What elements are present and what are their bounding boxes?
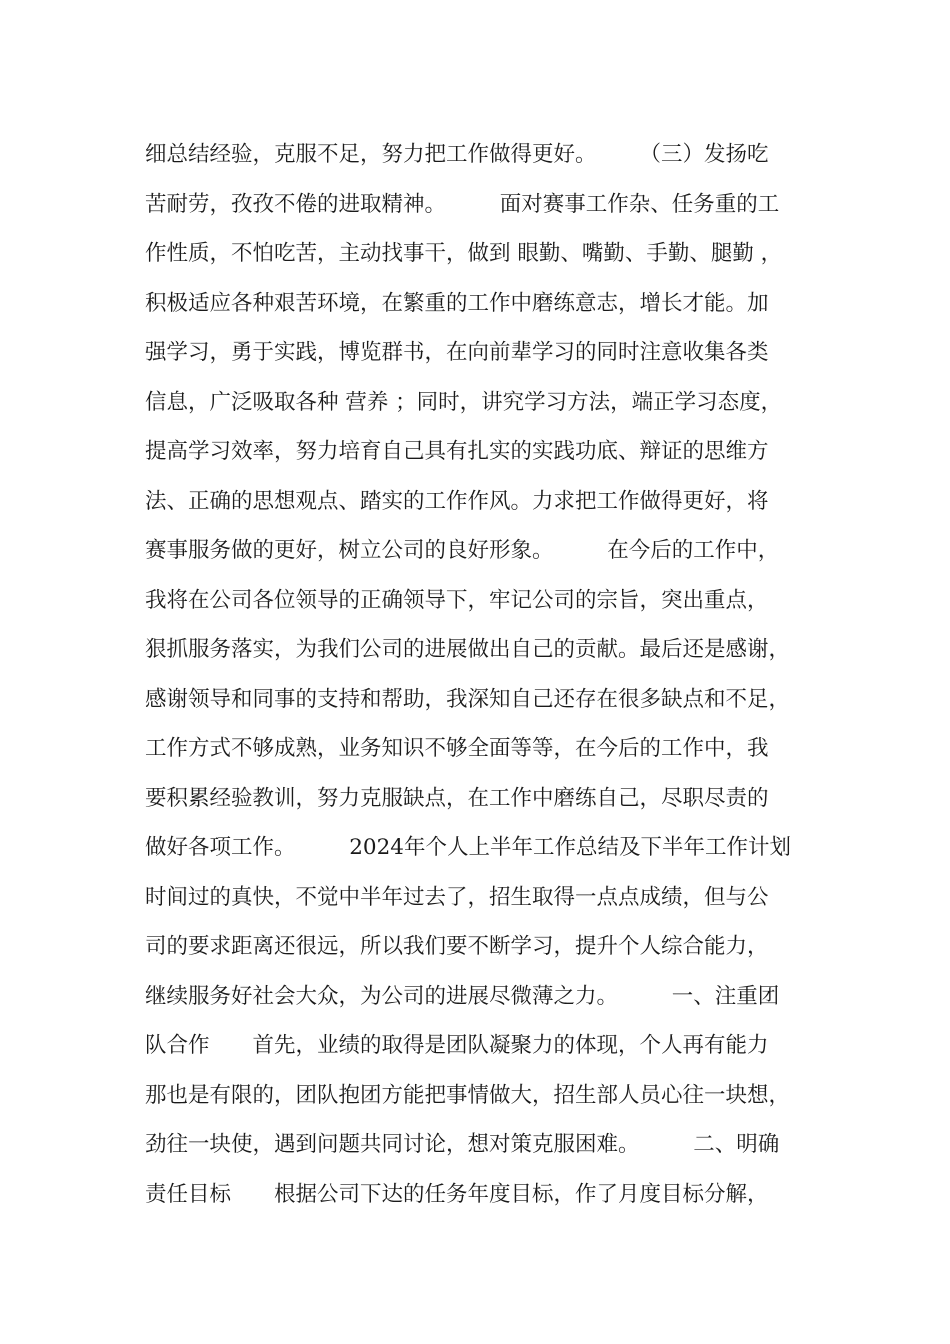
text-line: 时间过的真快，不觉中半年过去了，招生取得一点点成绩，但与公 [145, 884, 769, 910]
text-line: 我将在公司各位领导的正确领导下，牢记公司的宗旨，突出重点， [145, 587, 769, 613]
text-line: 劲往一块使，遇到问题共同讨论，想对策克服困难。 二、明确 [145, 1132, 780, 1157]
text-line: 队合作 首先，业绩的取得是团队凝聚力的体现，个人再有能力 [145, 1033, 769, 1058]
text-line: 提高学习效率，努力培育自己具有扎实的实践功底、辩证的思维方 [145, 439, 769, 464]
text-line: 赛事服务做的更好，树立公司的良好形象。 在今后的工作中， [145, 538, 780, 563]
text-line: 感谢领导和同事的支持和帮助，我深知自己还存在很多缺点和不足， [145, 686, 791, 712]
text-line: 工作方式不够成熟，业务知识不够全面等等，在今后的工作中，我 [145, 736, 769, 761]
text-line: 责任目标 根据公司下达的任务年度目标，作了月度目标分解， [145, 1181, 769, 1207]
text-line: 作性质，不怕吃苦，主动找事干，做到 眼勤、嘴勤、手勤、腿勤 ， [145, 241, 783, 266]
text-line: 那也是有限的，团队抱团方能把事情做大，招生部人员心往一块想， [145, 1082, 791, 1108]
text-line: 法、正确的思想观点、踏实的工作作风。力求把工作做得更好，将 [145, 488, 769, 514]
text-line: 司的要求距离还很远，所以我们要不断学习，提升个人综合能力， [145, 934, 769, 959]
text-line: 积极适应各种艰苦环境，在繁重的工作中磨练意志，增长才能。加 [145, 290, 769, 316]
text-line: 苦耐劳，孜孜不倦的进取精神。 面对赛事工作杂、任务重的工 [145, 191, 780, 217]
text-line: 继续服务好社会大众，为公司的进展尽微薄之力。 一、注重团 [145, 983, 780, 1009]
text-line: 细总结经验，克服不足，努力把工作做得更好。 （三）发扬吃 [145, 142, 769, 167]
text-line: 信息，广泛吸取各种 营养 ；同时，讲究学习方法，端正学习态度， [145, 389, 783, 415]
body-text [145, 130, 835, 1219]
text-line: 狠抓服务落实，为我们公司的进展做出自己的贡献。最后还是感谢， [145, 637, 791, 662]
text-line: 强学习，勇于实践，博览群书，在向前辈学习的同时注意收集各类 [145, 340, 769, 365]
text-line: 做好各项工作。 2024年个人上半年工作总结及下半年工作计划 [145, 835, 791, 860]
text-line: 要积累经验教训，努力克服缺点，在工作中磨练自己，尽职尽责的 [145, 785, 769, 811]
